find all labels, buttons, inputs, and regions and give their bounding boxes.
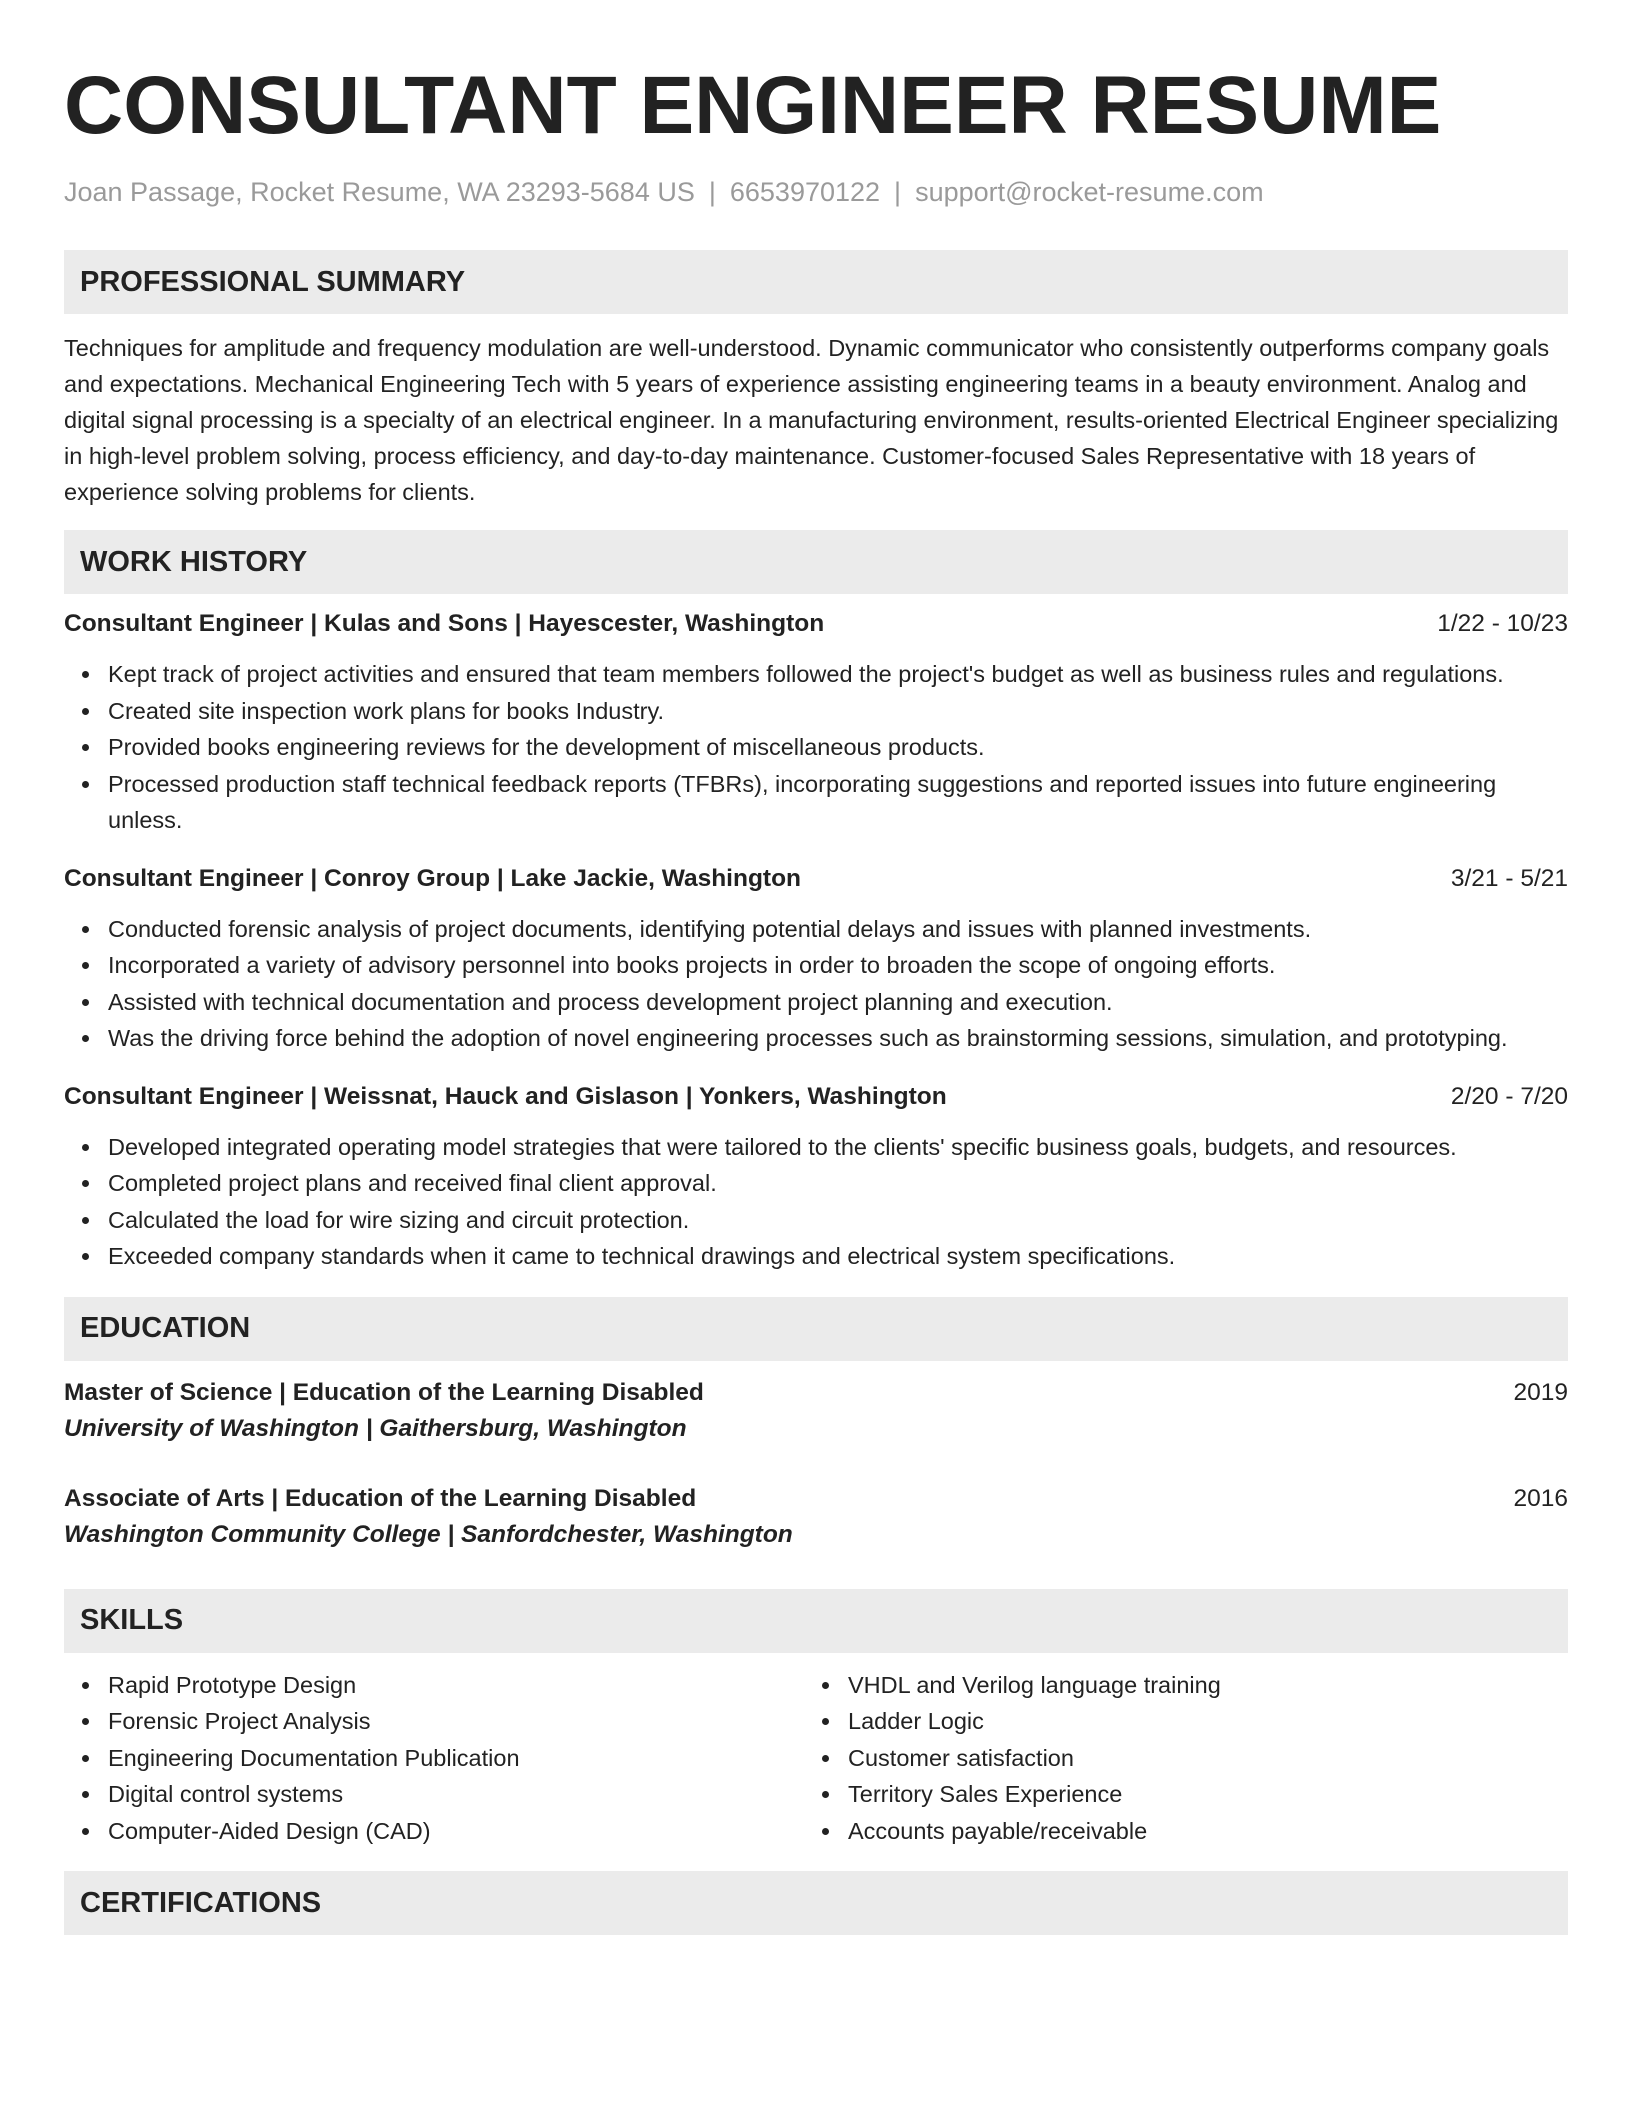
skills-column-right (804, 1667, 1544, 1850)
job-bullet: Completed project plans and received final client approval. (108, 1165, 1568, 1202)
education-degree: Associate of Arts | Education of the Learning Disabled (64, 1484, 697, 1512)
job-bullet: Calculated the load for wire sizing and circuit protection. (108, 1202, 1568, 1239)
education-header (64, 1481, 1568, 1517)
job-bullet: Developed integrated operating model strategies that were tailored to the clients' specific business goals, budgets, and resources. (108, 1129, 1568, 1166)
contact-email: support@rocket-resume.com (915, 177, 1264, 207)
resume-title: CONSULTANT ENGINEER RESUME (64, 60, 1442, 151)
job-title: Consultant Engineer | Kulas and Sons | Hayescester, Washington (64, 610, 825, 637)
job-entry (64, 861, 1568, 1057)
skill-item: Customer satisfaction (848, 1740, 1544, 1777)
education-heading: EDUCATION (64, 1297, 1568, 1361)
job-bullet: Incorporated a variety of advisory personnel into books projects in order to broaden the scope of ongoing efforts. (108, 947, 1568, 984)
job-dates: 3/21 - 5/21 (1450, 864, 1568, 892)
job-bullet: Conducted forensic analysis of project documents, identifying potential delays and issues with planned investments. (108, 911, 1568, 948)
job-header (64, 606, 1568, 642)
job-entry (64, 606, 1568, 839)
job-dates: 1/22 - 10/23 (1437, 610, 1568, 637)
skill-item: Territory Sales Experience (848, 1776, 1544, 1813)
skills-section (64, 1589, 1568, 1850)
summary-section (64, 250, 1568, 510)
skill-item: Rapid Prototype Design (108, 1667, 804, 1704)
education-entry (64, 1481, 1568, 1553)
job-bullet: Kept track of project activities and ensured that team members followed the project's budget as well as business rules and regulations. (108, 656, 1568, 693)
job-bullet: Created site inspection work plans for books Industry. (108, 693, 1568, 730)
education-year: 2016 (1513, 1484, 1568, 1512)
job-bullet: Was the driving force behind the adoption of novel engineering processes such as brainstorming sessions, simulation, and prototyping. (108, 1020, 1568, 1057)
skill-item: Digital control systems (108, 1776, 804, 1813)
job-title: Consultant Engineer | Weissnat, Hauck and Gislason | Yonkers, Washington (64, 1082, 947, 1110)
certifications-section (64, 1871, 1568, 1935)
contact-phone: 6653970122 (729, 177, 881, 207)
contact-separator: | (708, 177, 716, 207)
job-bullets (64, 1129, 1568, 1275)
summary-text: Techniques for amplitude and frequency modulation are well-understood. Dynamic communicator who consistently outperforms company goals and expectations. Mechanical Engineering Tech with 5 years of experience assisting engineering teams in a beauty environment. Analog and digital signal processing is a specialty of an electrical engineer. In a manufacturing environment, results-oriented Electrical Engineer specializing in high-level problem solving, process efficiency, and day-to-day maintenance. Customer-focused Sales Representative with 18 years of experience solving problems for clients. (64, 335, 1559, 505)
education-year: 2019 (1513, 1378, 1568, 1406)
skill-item: VHDL and Verilog language training (848, 1667, 1544, 1704)
job-entry (64, 1079, 1568, 1275)
job-header (64, 861, 1568, 897)
job-bullet: Exceeded company standards when it came to technical drawings and electrical system specifications. (108, 1238, 1568, 1275)
skills-column-left (64, 1667, 804, 1850)
skill-item: Ladder Logic (848, 1703, 1544, 1740)
summary-heading: PROFESSIONAL SUMMARY (64, 250, 1568, 314)
skill-item: Engineering Documentation Publication (108, 1740, 804, 1777)
skill-item: Forensic Project Analysis (108, 1703, 804, 1740)
contact-line (64, 174, 1568, 210)
education-header (64, 1375, 1568, 1411)
job-bullet: Assisted with technical documentation and process development project planning and execution. (108, 984, 1568, 1021)
education-entry (64, 1375, 1568, 1447)
education-degree: Master of Science | Education of the Learning Disabled (64, 1378, 704, 1406)
job-title: Consultant Engineer | Conroy Group | Lake Jackie, Washington (64, 864, 802, 892)
contact-address: Joan Passage, Rocket Resume, WA 23293-5684 US (64, 177, 695, 207)
job-bullet: Processed production staff technical feedback reports (TFBRs), incorporating suggestions and reported issues into future engineering unless. (108, 766, 1568, 839)
certifications-heading: CERTIFICATIONS (64, 1871, 1568, 1935)
work-history-heading: WORK HISTORY (64, 530, 1568, 594)
job-dates: 2/20 - 7/20 (1450, 1082, 1568, 1110)
skill-item: Computer-Aided Design (CAD) (108, 1813, 804, 1850)
job-header (64, 1079, 1568, 1115)
work-history-section (64, 530, 1568, 1275)
contact-separator: | (894, 177, 902, 207)
job-bullets (64, 911, 1568, 1057)
education-school: University of Washington | Gaithersburg, Washington (64, 1414, 687, 1442)
education-section (64, 1297, 1568, 1553)
skills-grid (64, 1667, 1568, 1850)
skills-heading: SKILLS (64, 1589, 1568, 1653)
job-bullets (64, 656, 1568, 839)
education-school: Washington Community College | Sanfordchester, Washington (64, 1520, 793, 1548)
job-bullet: Provided books engineering reviews for the development of miscellaneous products. (108, 729, 1568, 766)
skill-item: Accounts payable/receivable (848, 1813, 1544, 1850)
